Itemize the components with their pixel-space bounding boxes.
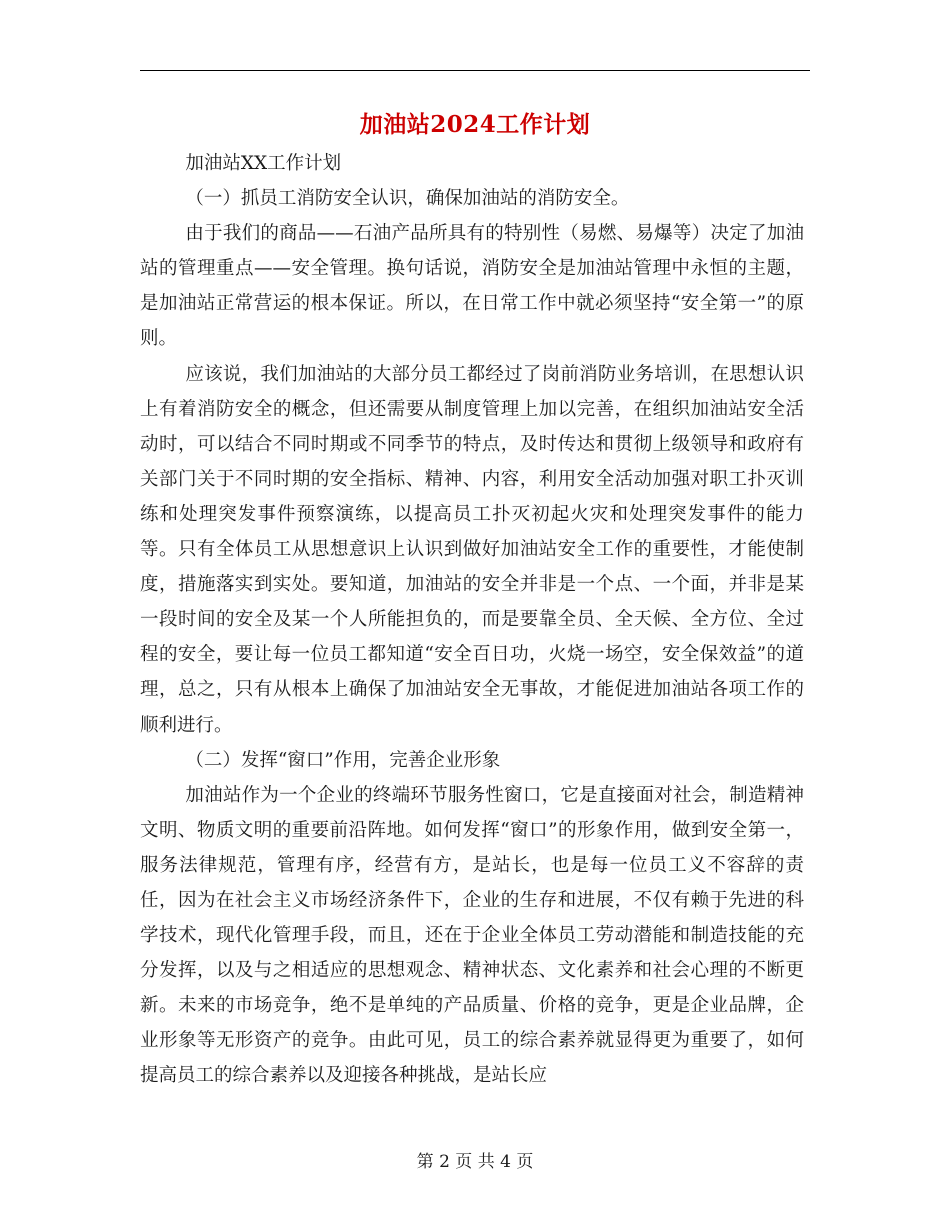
body-paragraph: 由于我们的商品——石油产品所具有的特别性（易燃、易爆等）决定了加油站的管理重点——安全管理。换句话说，消防安全是加油站管理中永恒的主题，是加油站正常营运的根本保证。所以，在日常工作中就必须坚持“安全第一”的原则。 <box>140 223 804 350</box>
section-heading-2: （二）发挥“窗口”作用，完善企业形象 <box>185 749 501 771</box>
page-number: 第 2 页 共 4 页 <box>416 1152 534 1172</box>
body-paragraph: 加油站作为一个企业的终端环节服务性窗口，它是直接面对社会，制造精神文明、物质文明的重要前沿阵地。如何发挥“窗口”的形象作用，做到安全第一，服务法律规范，管理有序，经营有方，是站长，也是每一位员工义不容辞的责任，因为在社会主义市场经济条件下，企业的生存和进展，不仅有赖于先进的科学技术，现代化管理手段，而且，还在于企业全体员工劳动潜能和制造技能的充分发挥，以及与之相适应的思想观念、精神状态、文化素养和社会心理的不断更新。未来的市场竞争，绝不是单纯的产品质量、价格的竞争，更是企业品牌，企业形象等无形资产的竞争。由此可见，员工的综合素养就显得更为重要了，如何提高员工的综合素养以及迎接各种挑战，是站长应 <box>140 784 804 1087</box>
header-rule <box>140 70 810 71</box>
section-heading-1: （一）抓员工消防安全认识，确保加油站的消防安全。 <box>185 188 630 210</box>
document-subtitle: 加油站XX工作计划 <box>185 153 342 174</box>
document-title: 加油站2024工作计划 <box>359 111 591 138</box>
document-body <box>140 146 804 1094</box>
body-paragraph: 应该说，我们加油站的大部分员工都经过了岗前消防业务培训，在思想认识上有着消防安全的概念，但还需要从制度管理上加以完善，在组织加油站安全活动时，可以结合不同时期或不同季节的特点，及时传达和贯彻上级领导和政府有关部门关于不同时期的安全指标、精神、内容，利用安全活动加强对职工扑灭训练和处理突发事件预察演练，以提高员工扑灭初起火灾和处理突发事件的能力等。只有全体员工从思想意识上认识到做好加油站安全工作的重要性，才能使制度，措施落实到实处。要知道，加油站的安全并非是一个点、一个面，并非是某一段时间的安全及某一个人所能担负的，而是要靠全员、全天候、全方位、全过程的安全，要让每一位员工都知道“安全百日功，火烧一场空，安全保效益”的道理，总之，只有从根本上确保了加油站安全无事故，才能促进加油站各项工作的顺利进行。 <box>140 363 804 736</box>
